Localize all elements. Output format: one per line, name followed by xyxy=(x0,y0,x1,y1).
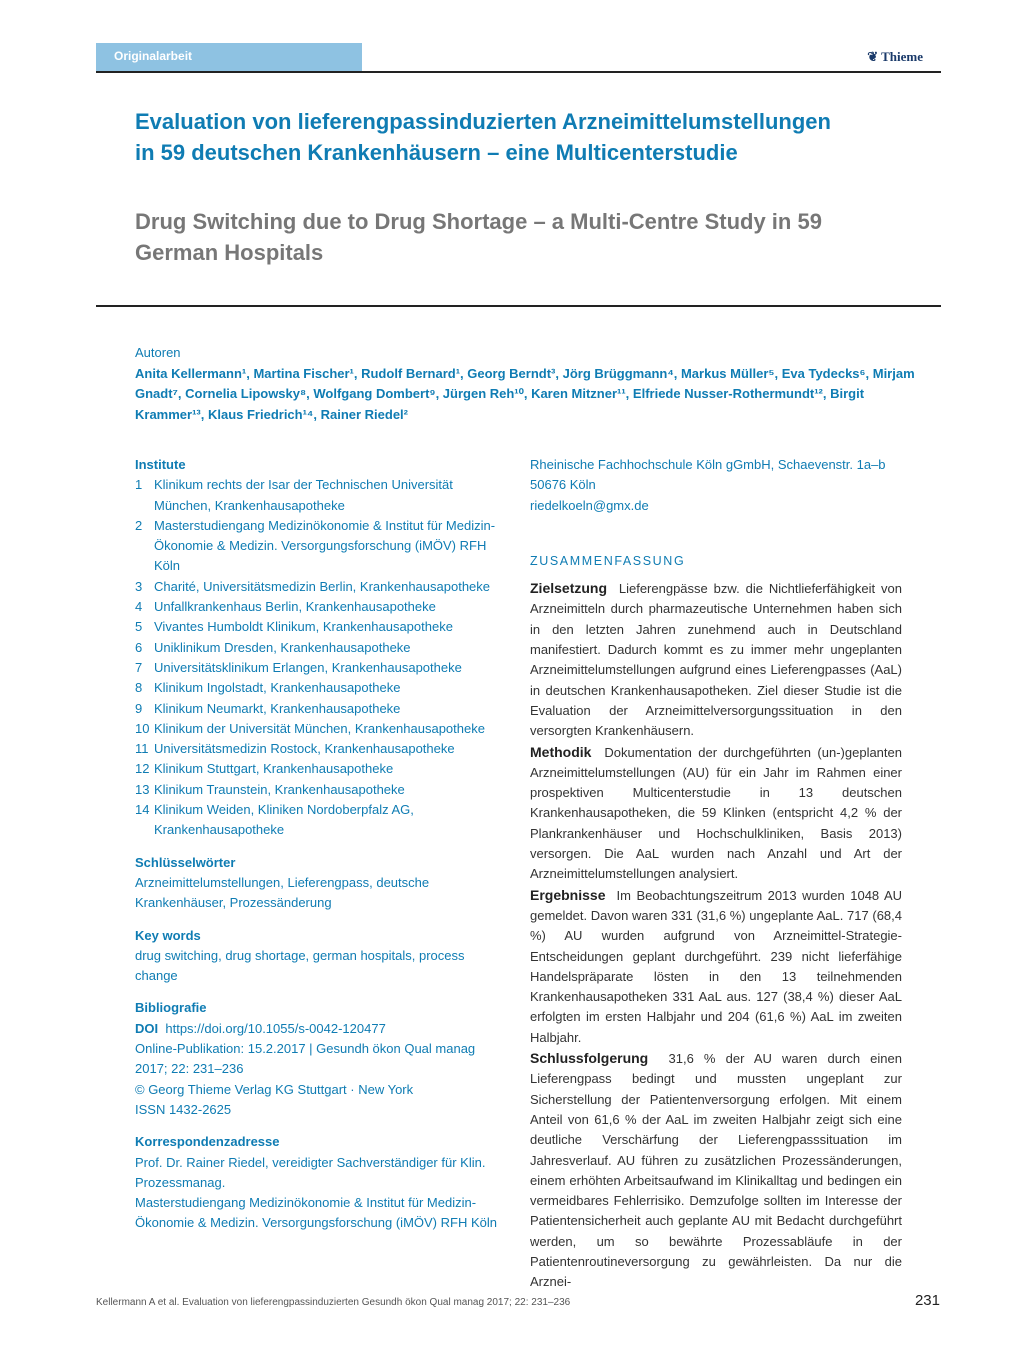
institutes-heading: Institute xyxy=(135,457,186,472)
institute-item xyxy=(135,678,510,698)
abstract xyxy=(530,578,902,1292)
schluesselwoerter-text: Arzneimittelumstellungen, Lieferengpass, deutsche Krankenhäuser, Prozessänderung xyxy=(135,874,430,911)
korrespondenz-heading: Korrespondenzadresse xyxy=(135,1134,280,1150)
keywords-text: drug switching, drug shortage, german hospitals, process change xyxy=(135,947,465,984)
korrespondenz-email[interactable]: riedelkoeln@gmx.de xyxy=(530,497,649,513)
institute-item xyxy=(135,780,510,800)
institute-text: Vivantes Humboldt Klinikum, Krankenhausapotheke xyxy=(154,619,453,635)
institute-item xyxy=(135,800,510,841)
thieme-icon: ❦ xyxy=(867,49,879,64)
institute-number: 2 xyxy=(135,517,143,533)
institute-item xyxy=(135,658,510,678)
doi-label: DOI xyxy=(135,1020,159,1036)
institute-number: 11 xyxy=(135,741,149,757)
title-rule xyxy=(96,305,941,307)
authors-label: Autoren xyxy=(135,345,181,360)
institute-number: 5 xyxy=(135,619,143,635)
institute-item xyxy=(135,699,510,719)
institute-text: Klinikum Weiden, Kliniken Nordoberpfalz AG, Krankenhausapotheke xyxy=(154,802,414,838)
abstract-section-text: Dokumentation der durchgeführten (un-)geplanten Arzneimittelumstellungen (AU) für ein Jahr im Rahmen einer prospektiven Multicenterstudie in 13 deutschen Krankenhausapotheken, die 59 Klinken (entspricht 4,2 % der Plankrankenhäuser und Hochschulkliniken, Basis 2013) versorgen. Die AaL wurden nach Anzahl und Art der Arzneimittelumstellungen analysiert. xyxy=(530,744,902,882)
section-label: Originalarbeit xyxy=(114,49,193,63)
online-publication: Online-Publikation: 15.2.2017 | Gesundh ökon Qual manag 2017; 22: 231–236 xyxy=(135,1041,476,1077)
institute-item xyxy=(135,638,510,658)
korrespondenz-line3: Rheinische Fachhochschule Köln gGmbH, Schaevenstr. 1a–b xyxy=(530,457,886,472)
institute-number: 4 xyxy=(135,599,143,615)
institute-item xyxy=(135,617,510,637)
institute-text: Klinikum rechts der Isar der Technischen Universität München, Krankenhausapotheke xyxy=(154,477,453,513)
footer-citation: Kellermann A et al. Evaluation von lieferengpassinduzierten Gesundh ökon Qual manag 2017; 22: 231–236 xyxy=(96,1297,571,1308)
institute-text: Klinikum Traunstein, Krankenhausapotheke xyxy=(154,781,405,797)
institute-text: Klinikum Stuttgart, Krankenhausapotheke xyxy=(154,761,394,777)
institute-item xyxy=(135,577,510,597)
abstract-section xyxy=(530,885,902,1048)
abstract-section xyxy=(530,578,902,741)
institute-text: Uniklinikum Dresden, Krankenhausapotheke xyxy=(154,639,411,655)
authors-names: Anita Kellermann¹, Martina Fischer¹, Rudolf Bernard¹, Georg Berndt³, Jörg Brüggmann⁴, Markus Müller⁵, Eva Tydecks⁶, Mirjam Gnadt⁷, Cornelia Lipowsky⁸, Wolfgang Dombert⁹, Jürgen Reh¹⁰, Karen Mitzner¹¹, Elfriede Nusser-Rothermundt¹², Birgit Krammer¹³, Klaus Friedrich¹⁴, Rainer Riedel² xyxy=(135,365,915,422)
abstract-section xyxy=(530,742,902,885)
left-column xyxy=(135,455,510,1234)
bibliografie-heading: Bibliografie xyxy=(135,1000,207,1016)
right-column xyxy=(530,455,902,1293)
institute-text: Klinikum Ingolstadt, Krankenhausapotheke xyxy=(154,680,401,696)
institute-text: Unfallkrankenhaus Berlin, Krankenhausapotheke xyxy=(154,599,436,615)
institute-text: Universitätsmedizin Rostock, Krankenhausapotheke xyxy=(154,741,455,757)
institute-text: Klinikum der Universität München, Krankenhausapotheke xyxy=(154,720,485,736)
keywords-heading: Key words xyxy=(135,927,201,943)
authors-block xyxy=(135,343,915,425)
abstract-section-lead: Zielsetzung xyxy=(530,580,608,597)
korrespondenz-line1: Prof. Dr. Rainer Riedel, vereidigter Sachverständiger für Klin. Prozessmanag. xyxy=(135,1154,486,1190)
doi-line xyxy=(135,1019,510,1039)
institute-text: Universitätsklinikum Erlangen, Krankenhausapotheke xyxy=(154,659,462,675)
institute-item xyxy=(135,597,510,617)
korrespondenz-line4: 50676 Köln xyxy=(530,477,596,493)
institute-number: 8 xyxy=(135,680,143,696)
institute-number: 12 xyxy=(135,761,150,777)
institute-item xyxy=(135,719,510,739)
abstract-section-text: Lieferengpässe bzw. die Nichtlieferfähigkeit von Arzneimitteln durch pharmazeutische Unternehmen haben sich in den letzten Jahren zunehmend auch in Deutschland manifestiert. Dadurch kommt es zu immer mehr ungeplanten Arzneimittelumstellungen aufgrund eines Lieferengpasses (AaL) in deutschen Krankenhausapotheken. Ziel dieser Studie ist die Evaluation der Arzneimittelversorgungssituation in den versorgten Krankenhäusern. xyxy=(530,581,902,739)
institute-text: Masterstudiengang Medizinökonomie & Institut für Medizin-Ökonomie & Medizin. Versorgungsforschung (iMÖV) RFH Köln xyxy=(154,517,496,574)
doi-link[interactable]: https://doi.org/10.1055/s-0042-120477 xyxy=(165,1020,386,1036)
institute-number: 14 xyxy=(135,802,150,818)
title-english: Drug Switching due to Drug Shortage – a Multi-Centre Study in 59 German Hospitals xyxy=(135,209,822,265)
institute-number: 13 xyxy=(135,781,150,797)
institute-item xyxy=(135,475,510,516)
institute-item xyxy=(135,759,510,779)
schluesselwoerter-heading: Schlüsselwörter xyxy=(135,854,236,870)
abstract-section xyxy=(530,1048,902,1293)
institute-item xyxy=(135,739,510,759)
abstract-section-lead: Schlussfolgerung xyxy=(530,1050,649,1067)
institutes-list xyxy=(135,475,510,840)
institute-number: 3 xyxy=(135,578,143,594)
institute-text: Charité, Universitätsmedizin Berlin, Krankenhausapotheke xyxy=(154,578,491,594)
korrespondenz-line2: Masterstudiengang Medizinökonomie & Institut für Medizin-Ökonomie & Medizin. Versorgungsforschung (iMÖV) RFH Köln xyxy=(135,1195,497,1231)
institute-number: 1 xyxy=(135,477,143,493)
copyright: © Georg Thieme Verlag KG Stuttgart · New York xyxy=(135,1081,414,1097)
institute-number: 9 xyxy=(135,700,143,716)
abstract-section-lead: Methodik xyxy=(530,743,592,760)
top-rule xyxy=(96,71,941,73)
publisher-name: Thieme xyxy=(881,49,923,64)
institute-number: 7 xyxy=(135,659,143,675)
zusammenfassung-heading: ZUSAMMENFASSUNG xyxy=(530,553,686,568)
abstract-section-text: Im Beobachtungszeitrum 2013 wurden 1048 AU gemeldet. Davon waren 331 (31,6 %) ungeplante AaL. 717 (68,4 %) AU wurden aufgrund von Arzneimittel-Strategie-Entscheidungen geplant durchgeführt. 239 nicht lieferfähige Handelspräparate lösten in den 13 teilnehmenden Krankenhausapotheken 331 AaL aus. 127 (38,4 %) dieser AaL erfolgten im ersten Halbjahr und 204 (61,6 %) AaL im zweiten Halbjahr. xyxy=(530,887,903,1045)
institute-number: 10 xyxy=(135,720,150,736)
institute-item xyxy=(135,516,510,577)
institute-number: 6 xyxy=(135,639,143,655)
publisher-logo xyxy=(867,49,923,65)
section-tag xyxy=(96,43,362,71)
institute-text: Klinikum Neumarkt, Krankenhausapotheke xyxy=(154,700,401,716)
page-number: 231 xyxy=(914,1292,940,1309)
issn: ISSN 1432-2625 xyxy=(135,1101,232,1117)
abstract-section-text: 31,6 % der AU waren durch einen Lieferengpass bedingt und mussten ungeplant zur Sicherstellung der Patientenversorgung erfolgen. Mit einem Anteil von 61,6 % der AaL im zweiten Halbjahr zeigt sich eine deutliche Verschärfung der Lieferengpasssituation im Jahresverlauf. AU führen zu zusätzlichen Prozessänderungen, einem erhöhten Arbeitsaufwand im Klinikalltag und bedingen ein vermeidbares Fehlerrisiko. Demzufolge sollten im Interesse der Patientensicherheit auch geplante AU mit Bedacht durchgeführt werden, um so bewährte Prozessabläufe in der Patientenroutineversorgung zu gewährleisten. Da nur die Arznei- xyxy=(530,1051,902,1290)
abstract-section-lead: Ergebnisse xyxy=(530,886,606,903)
title-german: Evaluation von lieferengpassinduzierten Arzneimittelumstellungen in 59 deutschen Krankenhäusern – eine Multicenterstudie xyxy=(135,109,831,165)
